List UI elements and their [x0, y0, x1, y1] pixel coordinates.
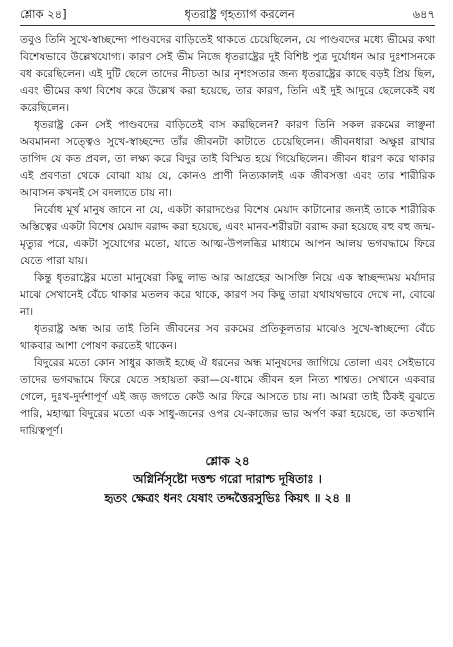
- body-text: [20, 32, 435, 440]
- paragraph-4: কিন্তু ধৃতরাষ্ট্রের মতো মানুষেরা কিছু লাভ আর আগ্রহের আসক্তি নিয়ে এক স্বাচ্ছন্দ্যময় মর্যাদার মাঝে সেখানেই বেঁচে থাকার মতলব করে থাকে, কারণ সব কিছু তারা যথাযথভাবে দেখে না, বোঝে না।: [20, 272, 435, 318]
- paragraph-2: ধৃতরাষ্ট্র কেন সেই পাণ্ডবদের বাড়িতেই বাস করছিলেন? কারণ তিনি সকল রকমের লাঞ্ছনা অবমাননা সত্ত্বেও সুখে-স্বাচ্ছন্দ্যে তাঁর জীবনটা কাটাতে চেয়েছিলেন। জীবনধারা অক্ষুণ্ণ রাখার তাগিদ যে কত প্রবল, তা লক্ষ্য করে বিদুর তাই বিস্মিত হয়ে গিয়েছিলেন। জীবন ধারণ করে থাকার এই প্রবণতা থেকে বোঝা যায় যে, কোনও প্রাণী নিত্যকালই এক জীবসত্তা এবং তার শারীরিক আবাসন কখনই সে বদলাতে চায় না।: [20, 119, 435, 199]
- paragraph-1: তবুও তিনি সুখে-স্বাচ্ছন্দ্যে পাণ্ডবদের বাড়িতেই থাকতে চেয়েছিলেন, যে পাণ্ডবদের মধ্যে ভীমের কথা বিশেষভাবে উল্লেখযোগ্য। কারণ সেই ভীম নিজে ধৃতরাষ্ট্রের দুই বিশিষ্ট পুত্র দুর্যোধন আর দুঃশাসনকে বধ করেছিলেন। এই দুটি ছেলে তাদের নীচতা আর নৃশংসতার জন্য ধৃতরাষ্ট্রের কাছে বড়ই প্রিয় ছিল, এবং ভীমের কথা বিশেষ করে উল্লেখ করা হয়েছে, তার কারণ, তিনি এই দুই আদুরে ছেলেকেই বধ করেছিলেন।: [20, 34, 435, 114]
- header-verse-ref: শ্লোক ২৪]: [20, 7, 67, 21]
- header-divider: [20, 25, 435, 26]
- header-title: ধৃতরাষ্ট্র গৃহত্যাগ করলেন: [184, 7, 295, 21]
- verse-heading: শ্লোক ২৪: [205, 454, 250, 468]
- page-header: [20, 6, 435, 24]
- verse-line-1: অগ্নির্নিসৃষ্টো দত্তশ্চ গরো দারাশ্চ দূষিতাঃ ।: [133, 472, 322, 486]
- paragraph-3: নির্বোধ মূর্খ মানুষ জানে না যে, একটা কারাদণ্ডের বিশেষ মেয়াদ কাটানোর জন্যই তাকে শারীরিক অস্তিত্বের একটা বিশেষ মেয়াদ বরাদ্দ করা হয়েছে, এবং মানব-শরীরটা বরাদ্দ করা হয়েছে বহু বহু জন্ম-মৃত্যুর পরে, একটা সুযোগের মতো, যাতে আত্ম-উপলব্ধির মাধ্যমে আপন আলয় ভগবদ্ধামে ফিরে যেতে পারা যায়।: [20, 204, 435, 267]
- paragraph-5: ধৃতরাষ্ট্র অন্ধ আর তাই তিনি জীবনের সব রকমের প্রতিকূলতার মাঝেও সুখে-স্বাচ্ছন্দ্যে বেঁচে থাকবার আশা পোষণ করতেই থাকেন।: [20, 323, 435, 352]
- header-page-number: ৬৪৭: [412, 7, 435, 21]
- verse-line-2: হৃতং ক্ষেত্রং ধনং যেষাং তদ্দত্তৈরসুভিঃ কিয়ৎ ॥ ২৪ ॥: [104, 491, 351, 505]
- paragraph-6: বিদুরের মতো কোন সাধুর কাজই হচ্ছে ঐ ধরনের অন্ধ মানুষদের জাগিয়ে তোলা এবং সেইভাবে তাদের ভগবদ্ধামে ফিরে যেতে সহায়তা করা—যে-ধামে জীবন হল নিত্য শাশ্বত। সেখানে একবার গেলে, দুঃখ-দুর্দশাপূর্ণ এই জড় জগতে কেউ আর ফিরে আসতে চায় না। আমরা তাই ঠিকই বুঝতে পারি, মহাত্মা বিদুরের মতো এক সাধু-জনের ওপর যে-কাজের ভার অর্পণ করা হয়েছে, তা কতখানি দায়িত্বপূর্ণ।: [20, 357, 435, 437]
